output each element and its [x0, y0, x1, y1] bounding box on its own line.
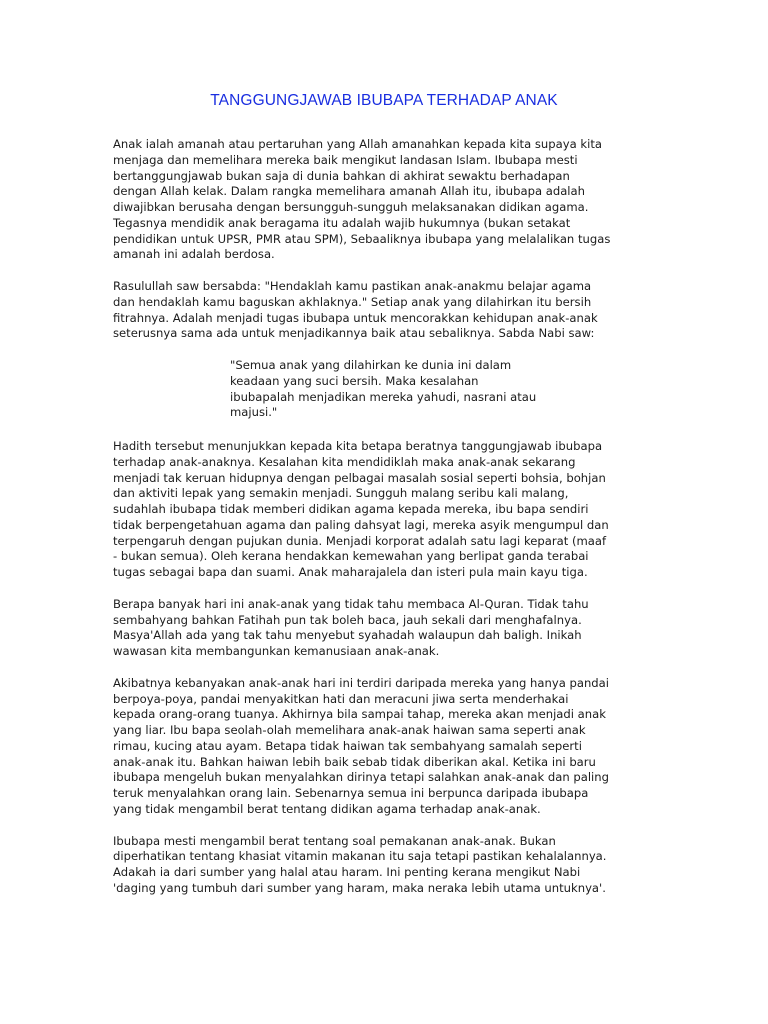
paragraph-6: Ibubapa mesti mengambil berat tentang soal pemakanan anak-anak. Bukan diperhatikan tentang khasiat vitamin makanan itu saja tetapi pastikan kehalalannya. Adakah ia dari sumber yang halal atau haram. Ini penting kerana mengikut Nabi 'daging yang tumbuh dari sumber yang haram, maka neraka lebih utama untuknya'. [113, 833, 607, 895]
paragraph-2: Rasulullah saw bersabda: "Hendaklah kamu pastikan anak-anakmu belajar agama dan hendaklah kamu baguskan akhlaknya." Setiap anak yang dilahirkan itu bersih fitrahnya. Adalah menjadi tugas ibubapa untuk mencorakkan kehidupan anak-anak seterusnya sama ada untuk menjadikannya baik atau sebaliknya. Sabda Nabi saw: [113, 279, 598, 341]
document-title: TANGGUNGJAWAB IBUBAPA TERHADAP ANAK [210, 92, 558, 109]
paragraph-4: Berapa banyak hari ini anak-anak yang tidak tahu membaca Al-Quran. Tidak tahu sembahyang bahkan Fatihah pun tak boleh baca, jauh sekali dari menghafalnya. Masya'Allah ada yang tak tahu menyebut syahadah walaupun dah baligh. Inikah wawasan kita membangunkan kemanusiaan anak-anak. [113, 596, 589, 658]
paragraph-3: Hadith tersebut menunjukkan kepada kita betapa beratnya tanggungjawab ibubapa terhadap anak-anaknya. Kesalahan kita mendidiklah maka anak-anak sekarang menjadi tak keruan hidupnya dengan pelbagai masalah sosial seperti bohsia, bohjan dan aktiviti lepak yang semakin menjadi. Sungguh malang seribu kali malang, sudahlah ibubapa tidak memberi didikan agama kepada mereka, ibu bapa sendiri tidak berpengetahuan agama dan paling dahsyat lagi, mereka asyik mengumpul dan terpengaruh dengan pujukan dunia. Menjadi korporat adalah satu lagi keparat (maaf - bukan semua). Oleh kerana hendakkan kemewahan yang berlipat ganda terabai tugas sebagai bapa dan suami. Anak maharajalela dan isteri pula main kayu tiga. [113, 439, 609, 579]
paragraph-5: Akibatnya kebanyakan anak-anak hari ini terdiri daripada mereka yang hanya pandai berpoya-poya, pandai menyakitkan hati dan meracuni jiwa serta menderhakai kepada orang-orang tuanya. Akhirnya bila sampai tahap, mereka akan menjadi anak yang liar. Ibu bapa seolah-olah memelihara anak-anak haiwan sama seperti anak rimau, kucing atau ayam. Betapa tidak haiwan tak sembahyang samalah seperti anak-anak itu. Bahkan haiwan lebih baik sebab tidak diberikan akal. Ketika ini baru ibubapa mengeluh bukan menyalahkan dirinya tetapi salahkan anak-anak dan paling teruk menyalahkan orang lain. Sebenarnya semua ini berpunca daripada ibubapa yang tidak mengambil berat tentang didikan agama terhadap anak-anak. [113, 675, 609, 816]
paragraph-1: Anak ialah amanah atau pertaruhan yang Allah amanahkan kepada kita supaya kita menjaga dan memelihara mereka baik mengikut landasan Islam. Ibubapa mesti bertanggungjawab bukan saja di dunia bahkan di akhirat sewaktu berhadapan dengan Allah kelak. Dalam rangka memelihara amanah Allah itu, ibubapa adalah diwajibkan berusaha dengan bersungguh-sungguh melaksanakan didikan agama. Tegasnya mendidik anak beragama itu adalah wajib hukumnya (bukan setakat pendidikan untuk UPSR, PMR atau SPM), Sebaaliknya ibubapa yang melalalikan tugas amanah ini adalah berdosa. [113, 137, 611, 262]
document-body [113, 137, 658, 913]
hadith-quote: "Semua anak yang dilahirkan ke dunia ini dalam keadaan yang suci bersih. Maka kesalahan ibubapalah menjadikan mereka yahudi, nasrani atau majusi." [230, 358, 537, 420]
